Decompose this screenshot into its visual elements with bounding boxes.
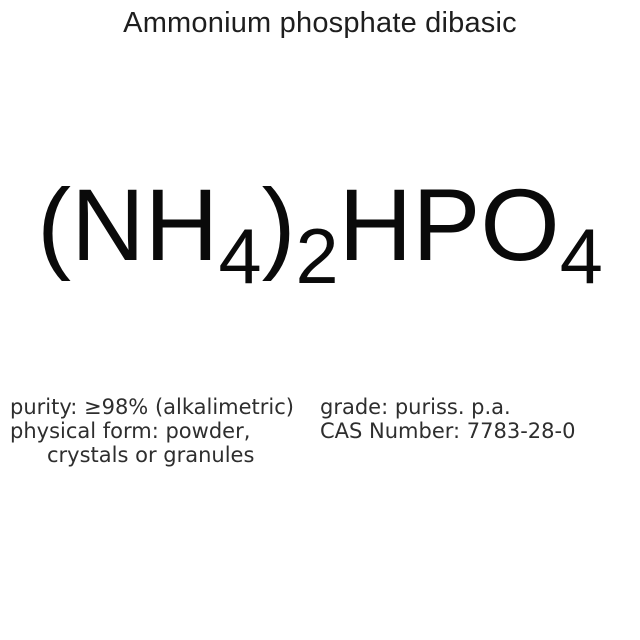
formula-subscript-4b: 4: [559, 214, 603, 301]
cas-number-line: CAS Number: 7783-28-0: [320, 419, 576, 443]
formula-subscript-4a: 4: [218, 214, 262, 301]
properties-left-column: [10, 395, 320, 467]
formula-segment-close-paren: ): [261, 168, 296, 282]
compound-title: Ammonium phosphate dibasic: [123, 7, 517, 39]
physical-form-line-2: crystals or granules: [47, 443, 255, 467]
chemical-formula: [0, 165, 640, 301]
properties-section: [10, 395, 640, 467]
properties-right-column: [320, 395, 640, 467]
physical-form-line-1: physical form: powder,: [10, 419, 251, 443]
formula-segment-nh-open: (NH: [37, 168, 219, 282]
formula-subscript-2: 2: [295, 214, 339, 301]
formula-segment-hpo: HPO: [338, 168, 560, 282]
grade-line: grade: puriss. p.a.: [320, 395, 511, 419]
purity-line: purity: ≥98% (alkalimetric): [10, 395, 294, 419]
